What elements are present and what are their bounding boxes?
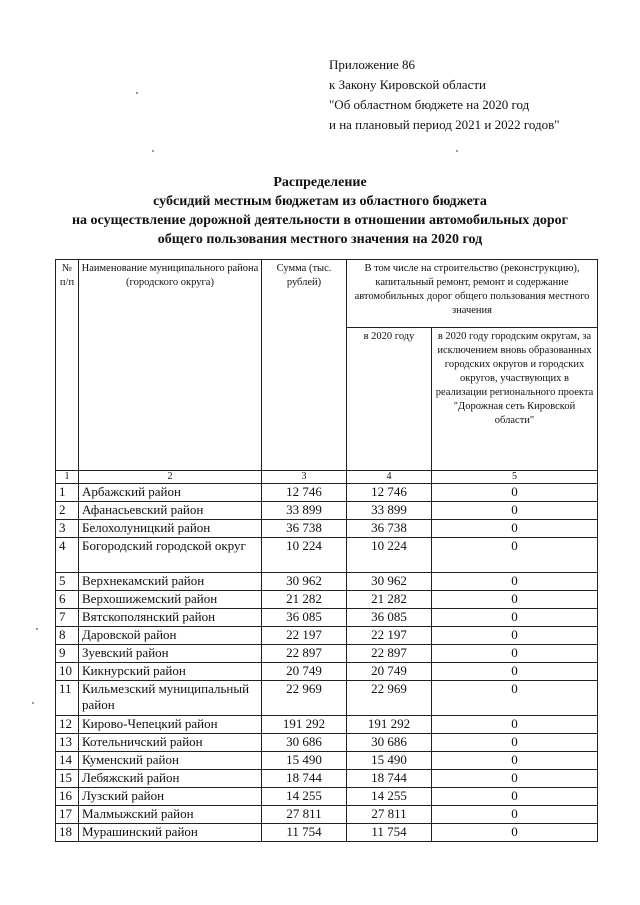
row-y2020: 36 738 (347, 520, 432, 538)
table-row (56, 520, 598, 538)
row-sum: 10 224 (262, 538, 347, 573)
row-y2020: 36 085 (347, 609, 432, 627)
row-urban: 0 (432, 538, 598, 573)
row-name: Арбажский район (79, 484, 262, 502)
row-urban: 0 (432, 573, 598, 591)
col-number: 5 (432, 471, 598, 484)
table-row (56, 788, 598, 806)
table-row (56, 627, 598, 645)
row-sum: 20 749 (262, 663, 347, 681)
row-urban: 0 (432, 627, 598, 645)
annex-block (329, 55, 560, 135)
subsidy-table (55, 259, 598, 842)
row-y2020: 15 490 (347, 752, 432, 770)
row-number: 10 (56, 663, 79, 681)
row-sum: 11 754 (262, 824, 347, 842)
table-row (56, 824, 598, 842)
title-line-1: Распределение (273, 175, 367, 190)
row-sum: 15 490 (262, 752, 347, 770)
table-row (56, 609, 598, 627)
table-row (56, 538, 598, 573)
row-sum: 22 197 (262, 627, 347, 645)
annex-line-3: "Об областном бюджете на 2020 год (329, 97, 530, 112)
row-sum: 30 962 (262, 573, 347, 591)
table-row (56, 502, 598, 520)
row-sum: 12 746 (262, 484, 347, 502)
row-y2020: 30 686 (347, 734, 432, 752)
table-row (56, 663, 598, 681)
row-urban: 0 (432, 520, 598, 538)
row-y2020: 22 897 (347, 645, 432, 663)
annex-line-1: Приложение 86 (329, 57, 416, 72)
row-sum: 18 744 (262, 770, 347, 788)
scan-speck (32, 702, 34, 704)
row-name: Афанасьевский район (79, 502, 262, 520)
header-sum: Сумма (тыс. рублей) (262, 260, 347, 471)
table-row (56, 573, 598, 591)
table-row (56, 806, 598, 824)
row-name: Мурашинский район (79, 824, 262, 842)
row-sum: 30 686 (262, 734, 347, 752)
row-urban: 0 (432, 788, 598, 806)
row-y2020: 14 255 (347, 788, 432, 806)
header-row-1 (56, 260, 598, 328)
row-y2020: 12 746 (347, 484, 432, 502)
row-sum: 33 899 (262, 502, 347, 520)
row-urban: 0 (432, 824, 598, 842)
row-name: Верхошижемский район (79, 591, 262, 609)
row-urban: 0 (432, 752, 598, 770)
row-name: Даровской район (79, 627, 262, 645)
row-number: 5 (56, 573, 79, 591)
row-name: Зуевский район (79, 645, 262, 663)
row-sum: 27 811 (262, 806, 347, 824)
table-row (56, 716, 598, 734)
row-y2020: 20 749 (347, 663, 432, 681)
table-body (56, 484, 598, 842)
header-incl: В том числе на строительство (реконструкцию), капитальный ремонт, ремонт и содержание автомобильных дорог общего пользования местного значения (347, 260, 598, 328)
header-y2020: в 2020 году (347, 328, 432, 471)
row-y2020: 33 899 (347, 502, 432, 520)
row-number: 11 (56, 681, 79, 716)
row-name: Кильмезский муниципальный район (79, 681, 262, 716)
title-line-2: субсидий местным бюджетам из областного бюджета (153, 194, 487, 209)
row-number: 16 (56, 788, 79, 806)
row-number: 7 (56, 609, 79, 627)
row-sum: 36 738 (262, 520, 347, 538)
scan-speck (456, 150, 458, 152)
table-row (56, 770, 598, 788)
row-urban: 0 (432, 806, 598, 824)
table-row (56, 752, 598, 770)
row-number: 2 (56, 502, 79, 520)
title-line-4: общего пользования местного значения на 2020 год (157, 232, 483, 247)
row-number: 1 (56, 484, 79, 502)
header-num: № п/п (56, 260, 79, 471)
row-name: Кирово-Чепецкий район (79, 716, 262, 734)
row-sum: 21 282 (262, 591, 347, 609)
table-row (56, 681, 598, 716)
table-row (56, 645, 598, 663)
row-y2020: 30 962 (347, 573, 432, 591)
row-y2020: 18 744 (347, 770, 432, 788)
row-y2020: 27 811 (347, 806, 432, 824)
row-urban: 0 (432, 591, 598, 609)
row-urban: 0 (432, 502, 598, 520)
row-urban: 0 (432, 484, 598, 502)
document-title (40, 173, 600, 249)
row-y2020: 10 224 (347, 538, 432, 573)
header-name: Наименование муниципального района (городского округа) (79, 260, 262, 471)
row-sum: 36 085 (262, 609, 347, 627)
row-y2020: 11 754 (347, 824, 432, 842)
row-number: 18 (56, 824, 79, 842)
scan-speck (136, 92, 138, 94)
row-number: 13 (56, 734, 79, 752)
row-urban: 0 (432, 734, 598, 752)
row-name: Лебяжский район (79, 770, 262, 788)
col-number: 4 (347, 471, 432, 484)
row-number: 17 (56, 806, 79, 824)
table-row (56, 591, 598, 609)
row-number: 3 (56, 520, 79, 538)
row-number: 4 (56, 538, 79, 573)
row-sum: 22 969 (262, 681, 347, 716)
scan-speck (152, 150, 154, 152)
row-number: 15 (56, 770, 79, 788)
title-line-3: на осуществление дорожной деятельности в отношении автомобильных дорог (71, 213, 568, 228)
row-number: 8 (56, 627, 79, 645)
row-name: Кикнурский район (79, 663, 262, 681)
table-row (56, 734, 598, 752)
row-name: Лузский район (79, 788, 262, 806)
row-y2020: 22 197 (347, 627, 432, 645)
row-number: 12 (56, 716, 79, 734)
scan-speck (36, 628, 38, 630)
row-name: Белохолуницкий район (79, 520, 262, 538)
row-name: Верхнекамский район (79, 573, 262, 591)
row-urban: 0 (432, 716, 598, 734)
row-number: 6 (56, 591, 79, 609)
row-sum: 191 292 (262, 716, 347, 734)
col-number: 3 (262, 471, 347, 484)
row-name: Куменский район (79, 752, 262, 770)
annex-line-4: и на плановый период 2021 и 2022 годов" (329, 117, 560, 132)
row-name: Вятскополянский район (79, 609, 262, 627)
row-number: 14 (56, 752, 79, 770)
header-urban: в 2020 году городским округам, за исключением вновь образованных городских округов и городских округов, участвующих в реализации регионального проекта "Дорожная сеть Кировской области" (432, 328, 598, 471)
row-name: Котельничский район (79, 734, 262, 752)
table-row (56, 484, 598, 502)
row-name: Богородский городской округ (79, 538, 262, 573)
row-urban: 0 (432, 770, 598, 788)
row-y2020: 21 282 (347, 591, 432, 609)
col-number: 2 (79, 471, 262, 484)
row-urban: 0 (432, 609, 598, 627)
col-number: 1 (56, 471, 79, 484)
row-urban: 0 (432, 663, 598, 681)
row-number: 9 (56, 645, 79, 663)
row-y2020: 191 292 (347, 716, 432, 734)
row-y2020: 22 969 (347, 681, 432, 716)
row-urban: 0 (432, 645, 598, 663)
annex-line-2: к Закону Кировской области (329, 77, 486, 92)
row-name: Малмыжский район (79, 806, 262, 824)
row-urban: 0 (432, 681, 598, 716)
row-sum: 14 255 (262, 788, 347, 806)
column-number-row (56, 471, 598, 484)
row-sum: 22 897 (262, 645, 347, 663)
